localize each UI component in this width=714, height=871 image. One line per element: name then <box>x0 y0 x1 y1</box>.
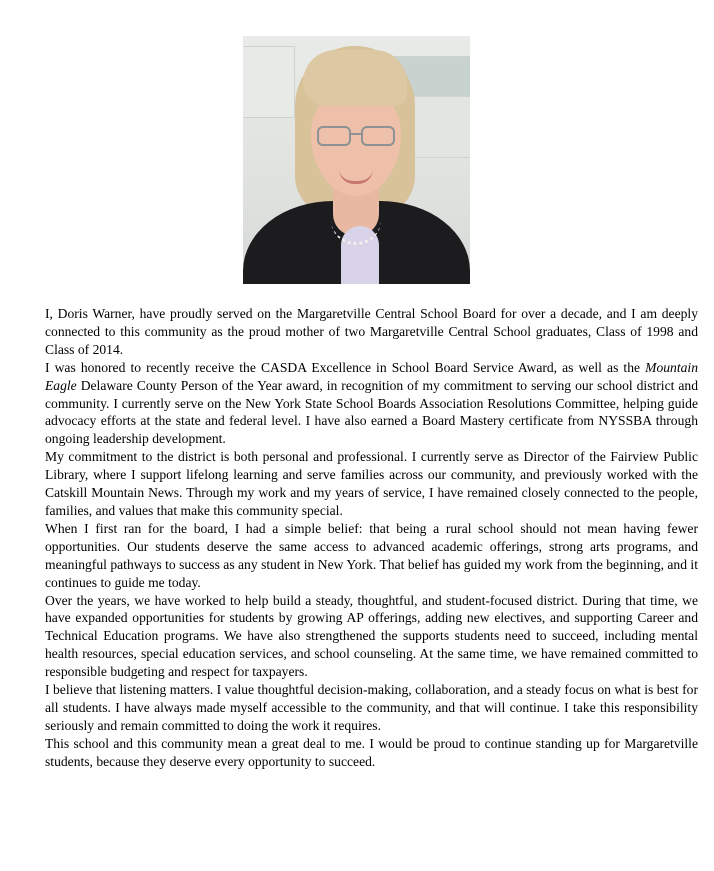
paragraph-commitment: My commitment to the district is both personal and professional. I currently serve as Director of the Fairview Public Library, where I support lifelong learning and serve families across our community, and previously worked with the Catskill Mountain News. Through my work and my years of service, I have remained closely connected to the people, families, and values that make this community special. <box>45 449 698 518</box>
portrait-bangs <box>303 50 407 106</box>
paragraph-achievements: Over the years, we have worked to help build a steady, thoughtful, and student-focused district. During that time, we have expanded opportunities for students by growing AP offerings, adding new electives, and supporting Career and Technical Education programs. We have also strengthened the supports students need to succeed, including mental health resources, special education services, and school counseling. At the same time, we have remained committed to responsible budgeting and respect for taxpayers. <box>45 592 698 680</box>
newspaper-title: Mountain Eagle <box>45 359 698 393</box>
glasses-lens-left <box>317 126 351 146</box>
paragraph-belief: When I first ran for the board, I had a simple belief: that being a rural school should not mean having fewer opportunities. Our students deserve the same access to advanced academic offerings, strong arts programs, and meaningful pathways to success as any student in New York. That belief has guided my work from the beginning, and it continues to guide me today. <box>45 520 698 590</box>
glasses-lens-right <box>361 126 395 146</box>
background-wall-tile <box>243 46 295 118</box>
statement-body <box>45 305 698 771</box>
paragraph-awards <box>45 359 698 449</box>
paragraph-listening: I believe that listening matters. I value thoughtful decision-making, collaboration, and a steady focus on what is best for all students. I have always made myself accessible to the community, and that will continue. I take this responsibility seriously and remain committed to doing the work it requires. <box>45 682 698 733</box>
paragraph-closing: This school and this community mean a great deal to me. I would be proud to continue standing up for Margaretville students, because they deserve every opportunity to succeed. <box>45 735 698 769</box>
paragraph-intro: I, Doris Warner, have proudly served on the Margaretville Central School Board for over a decade, and I am deeply connected to this community as the proud mother of two Margaretville Central School graduates, Class of 1998 and Class of 2014. <box>45 306 698 357</box>
paragraph-awards-end: Delaware County Person of the Year award, in recognition of my commitment to serving our school district and community. I currently serve on the New York State School Boards Association Resolutions Committee, helping guide advocacy efforts at the state and federal level. I have also earned a Board Mastery certificate from NYSSBA through ongoing leadership development. <box>45 377 698 447</box>
portrait-glasses <box>317 126 397 150</box>
portrait-photo <box>243 36 470 284</box>
paragraph-awards-start: I was honored to recently receive the CASDA Excellence in School Board Service Award, as well as the <box>45 359 646 375</box>
